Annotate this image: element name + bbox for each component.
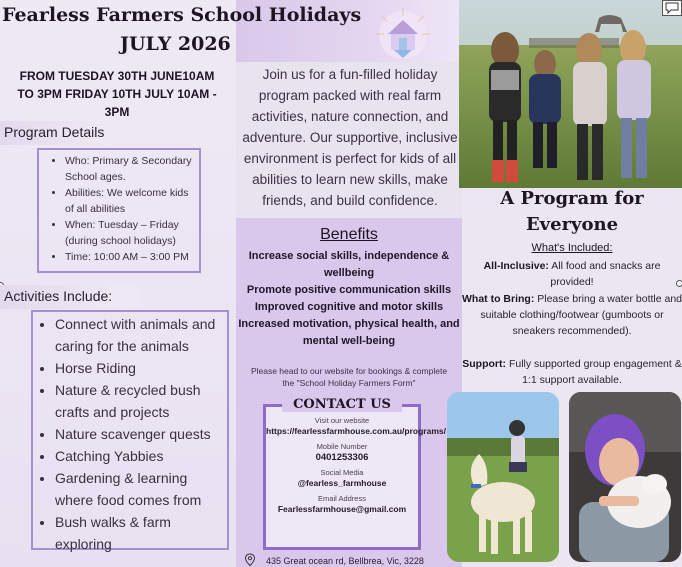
page-subtitle: JULY 2026: [120, 33, 231, 55]
mobile-label: Mobile Number: [316, 442, 368, 451]
speech-bubble-icon[interactable]: [662, 0, 682, 16]
program-detail-item: • Time: 10:00 AM – 3:00 PM: [65, 249, 195, 265]
what-to-bring-value: Please bring a water bottle and suitable clothing/footwear (gumboots or sneakers recommended).: [480, 293, 682, 337]
contact-details: [266, 416, 446, 520]
activity-item: • Horse Riding: [55, 357, 225, 379]
child-on-pony-photo: [447, 392, 559, 562]
program-details-label: Program Details: [0, 121, 126, 145]
benefit-item: Increase social skills, independence & wellbeing: [248, 250, 450, 279]
email-address[interactable]: Fearlessfarmhouse@gmail.com: [277, 504, 407, 514]
what-to-bring-text: [462, 291, 682, 339]
activity-item: • Nature & recycled bush crafts and projects: [55, 379, 225, 423]
benefit-item: Improved cognitive and motor skills: [254, 301, 444, 313]
email-label: Email Address: [318, 494, 366, 503]
benefits-title: Benefits: [320, 226, 378, 243]
support-text: [462, 356, 682, 388]
what-to-bring-label: What to Bring:: [462, 293, 535, 305]
contact-title: CONTACT US: [282, 397, 402, 412]
activity-item: • Nature scavenger quests: [55, 423, 225, 445]
benefit-item: Increased motivation, physical health, and mental well-being: [238, 318, 460, 347]
girl-with-animal-photo: [569, 392, 681, 562]
support-label: Support:: [462, 358, 507, 370]
address: [244, 556, 464, 566]
heading-line-2: Everyone: [525, 214, 619, 235]
mobile-number[interactable]: 0401253306: [315, 452, 369, 463]
website-link[interactable]: https://fearlessfarmhouse.com.au/programs/: [266, 426, 446, 436]
dates-line-3: 3PM: [104, 105, 130, 119]
intro-paragraph: Join us for a fun-filled holiday program packed with real farm activities, nature connection, and adventure. Our supportive, inclusive environment is perfect for kids of all abilities to learn new skills, make friends, and build confidence.: [242, 67, 458, 208]
children-walking-photo: [459, 0, 682, 188]
activity-item: • Bush walks & farm exploring: [55, 511, 225, 555]
website-label: Visit our website: [314, 416, 370, 425]
social-label: Social Media: [320, 468, 364, 477]
website-note: Please head to our website for bookings & complete the "School Holiday Farmers Form": [250, 366, 448, 388]
whats-included-title: What's Included:: [531, 242, 613, 254]
activity-item: • Connect with animals and caring for the animals: [55, 313, 225, 357]
program-detail-item: • Abilities: We welcome kids of all abilities: [65, 185, 195, 217]
program-dates: [2, 67, 232, 121]
social-handle[interactable]: @fearless_farmhouse: [297, 478, 387, 488]
activity-item: • Catching Yabbies: [55, 445, 225, 467]
all-inclusive-label: All-Inclusive:: [483, 260, 549, 272]
heading-line-1: A Program for: [500, 188, 644, 209]
address-text: 435 Great ocean rd, Bellbrea, Vic, 3228: [266, 556, 424, 566]
activity-item: • Gardening & learning where food comes from: [55, 467, 225, 511]
program-detail-item: • When: Tuesday – Friday (during school holidays): [65, 217, 195, 249]
program-for-everyone-heading: [462, 186, 682, 238]
program-detail-item: • Who: Primary & Secondary School ages.: [65, 153, 195, 185]
activities-box: [31, 310, 229, 550]
all-inclusive-value: All food and snacks are provided!: [550, 260, 661, 288]
dates-line-2: TO 3PM FRIDAY 10TH JULY 10AM -: [17, 87, 217, 101]
page-title: Fearless Farmers School Holidays: [2, 4, 362, 26]
program-details-box: [37, 148, 201, 273]
dates-line-1: FROM TUESDAY 30TH JUNE10AM: [19, 69, 215, 83]
activities-label: Activities Include:: [0, 285, 146, 309]
farmhouse-logo-icon: [374, 6, 432, 64]
benefits-list: [238, 248, 460, 350]
handle-dot: [676, 280, 682, 287]
benefit-item: Promote positive communication skills: [246, 284, 452, 296]
support-value: Fully supported group engagement & 1:1 support available.: [508, 358, 682, 386]
all-inclusive-text: [462, 258, 682, 290]
